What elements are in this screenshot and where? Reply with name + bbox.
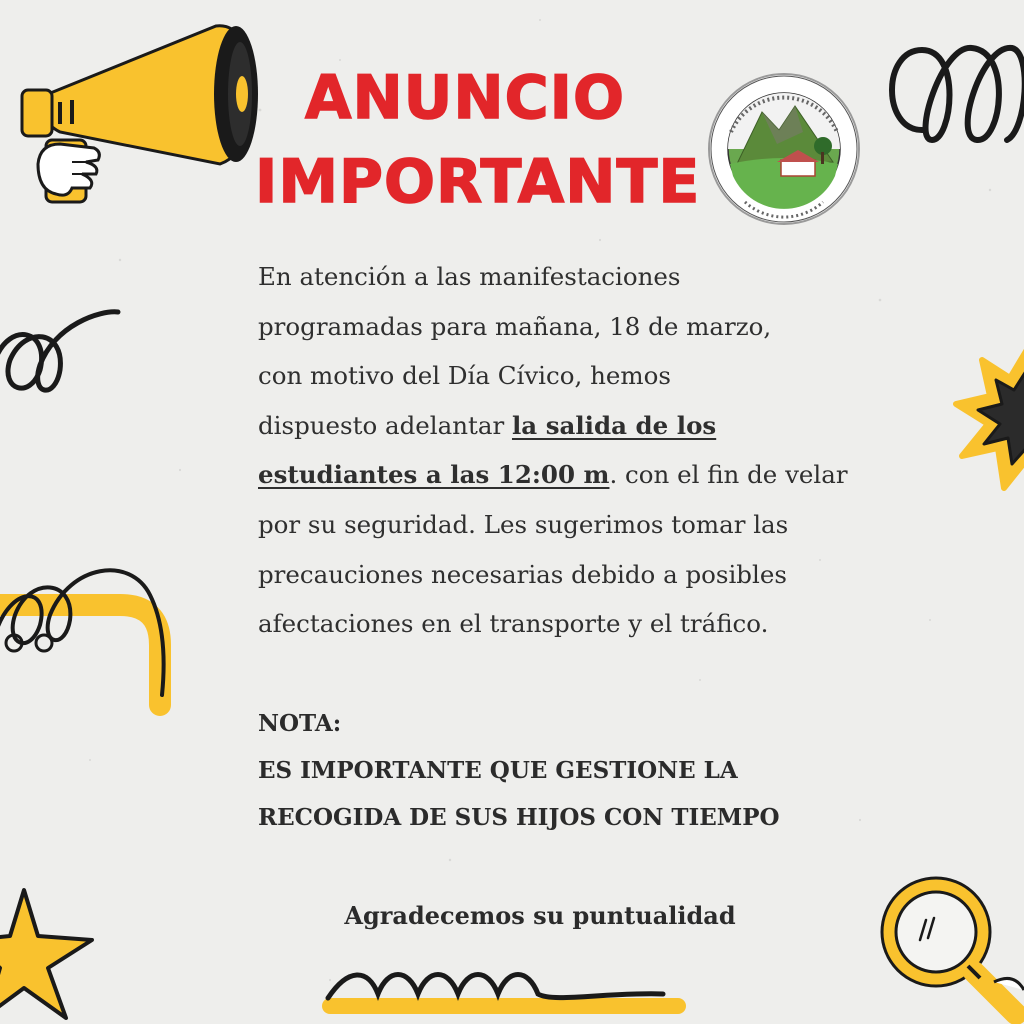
body-text-segment: dispuesto adelantar bbox=[258, 410, 512, 440]
note-block bbox=[258, 700, 898, 841]
highlighted-dismissal-time: estudiantes a las 12:00 m bbox=[258, 460, 610, 490]
body-line: por su seguridad. Les sugerimos tomar las bbox=[258, 509, 789, 539]
title-line-2: IMPORTANTE bbox=[255, 147, 701, 217]
wave-underline bbox=[318, 948, 698, 1024]
body-line: programadas para mañana, 18 de marzo, bbox=[258, 311, 772, 341]
body-line: En atención a las manifestaciones bbox=[258, 262, 681, 291]
scribble-yellow-left bbox=[0, 545, 185, 725]
note-line: RECOGIDA DE SUS HIJOS CON TIEMPO bbox=[258, 804, 780, 831]
star-icon bbox=[0, 884, 100, 1024]
body-line: precauciones necesarias debido a posibles bbox=[258, 559, 787, 589]
body-text-segment: . con el fin de velar bbox=[609, 460, 848, 490]
scribble-loops-top-right bbox=[882, 30, 1024, 160]
scribble-loops-left bbox=[0, 300, 125, 410]
body-line: con motivo del Día Cívico, hemos bbox=[258, 361, 671, 391]
body-line: afectaciones en el transporte y el tráfico. bbox=[258, 609, 769, 639]
title-line-1: ANUNCIO bbox=[305, 63, 625, 133]
note-label: NOTA: bbox=[258, 710, 342, 737]
closing-message: Agradecemos su puntualidad bbox=[344, 901, 736, 930]
school-logo bbox=[707, 72, 861, 226]
megaphone-icon bbox=[16, 14, 261, 209]
magnifying-glass-icon bbox=[876, 872, 1024, 1024]
highlighted-dismissal-time: la salida de los bbox=[511, 410, 717, 440]
note-line: ES IMPORTANTE QUE GESTIONE LA bbox=[258, 757, 738, 784]
announcement-body bbox=[258, 252, 858, 649]
burst-star-icon bbox=[948, 338, 1024, 498]
body-line bbox=[258, 450, 858, 500]
body-line bbox=[258, 401, 858, 451]
